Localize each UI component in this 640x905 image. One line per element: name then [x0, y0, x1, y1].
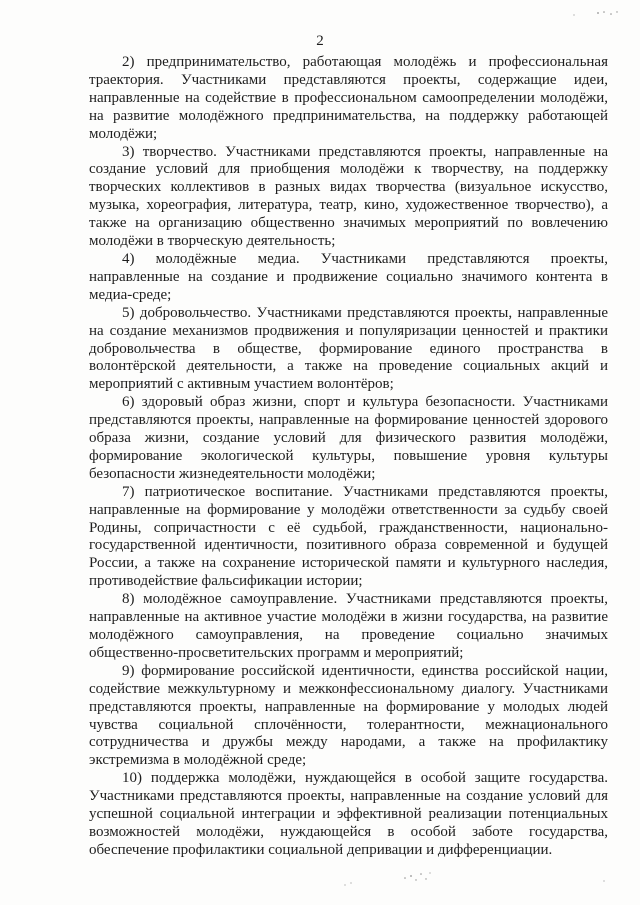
- list-item-5: 5) добровольчество. Участниками представляются проекты, направленные на создание механизмов продвижения и популяризации ценностей и практики добровольчества в обществе, формирование единого пространства в волонтёрской деятельности, а также на проведение социальных акций и мероприятий с активным участием волонтёров;: [89, 304, 608, 393]
- list-item-8: 8) молодёжное самоуправление. Участниками представляются проекты, направленные на активное участие молодёжи в жизни государства, на развитие молодёжного самоуправления, на проведение социально значимых общественно-просветительских программ и мероприятий;: [89, 591, 608, 661]
- list-item-4: 4) молодёжные медиа. Участниками представляются проекты, направленные на создание и продвижение социально значимого контента в медиа-среде;: [89, 250, 608, 303]
- list-item-9: 9) формирование российской идентичности, единства российской нации, содействие межкультурному и межконфессиональному диалогу. Участниками представляются проекты, направленные на формирование у молодых людей чувства социальной сплочённости, толерантности, межнационального сотрудничества и дружбы между народами, а также на профилактику экстремизма в молодёжной среде;: [89, 662, 608, 769]
- list-item-3: 3) творчество. Участниками представляются проекты, направленные на создание условий для приобщения молодёжи к творчеству, на поддержку творческих коллективов в разных видах творчества (визуальное искусство, музыка, хореография, литература, театр, кино, художественное творчество), а также на организацию общественно значимых мероприятий по вовлечению молодёжи в творческую деятельность;: [89, 143, 608, 250]
- list-item-6: 6) здоровый образ жизни, спорт и культура безопасности. Участниками представляются проекты, направленные на формирование ценностей здорового образа жизни, создание условий для физического развития молодёжи, формирование экологической культуры, повышение уровня культуры безопасности жизнедеятельности молодёжи;: [89, 394, 608, 482]
- list-item-2: 2) предпринимательство, работающая молодёжь и профессиональная траектория. Участниками представляются проекты, содержащие идеи, направленные на содействие в профессиональном самоопределении молодёжи, на развитие молодёжного предпринимательства, на поддержку работающей молодёжи;: [89, 54, 608, 142]
- list-item-10: 10) поддержка молодёжи, нуждающейся в особой защите государства. Участниками представляются проекты, направленные на создание условий для успешной социальной интеграции и эффективной реализации потенциальных возможностей молодёжи, нуждающейся в особой заботе государства, обеспечение профилактики социальной депривации и дифференциации.: [89, 770, 608, 858]
- page-number: 2: [316, 33, 324, 49]
- list-item-7: 7) патриотическое воспитание. Участниками представляются проекты, направленные на формирование у молодёжи ответственности за судьбу своей Родины, сопричастности с её судьбой, гражданственности, национально-государственной идентичности, позитивного образа современной и будущей России, а также на сохранение исторической памяти и культурного наследия, противодействие фальсификации истории;: [89, 483, 608, 590]
